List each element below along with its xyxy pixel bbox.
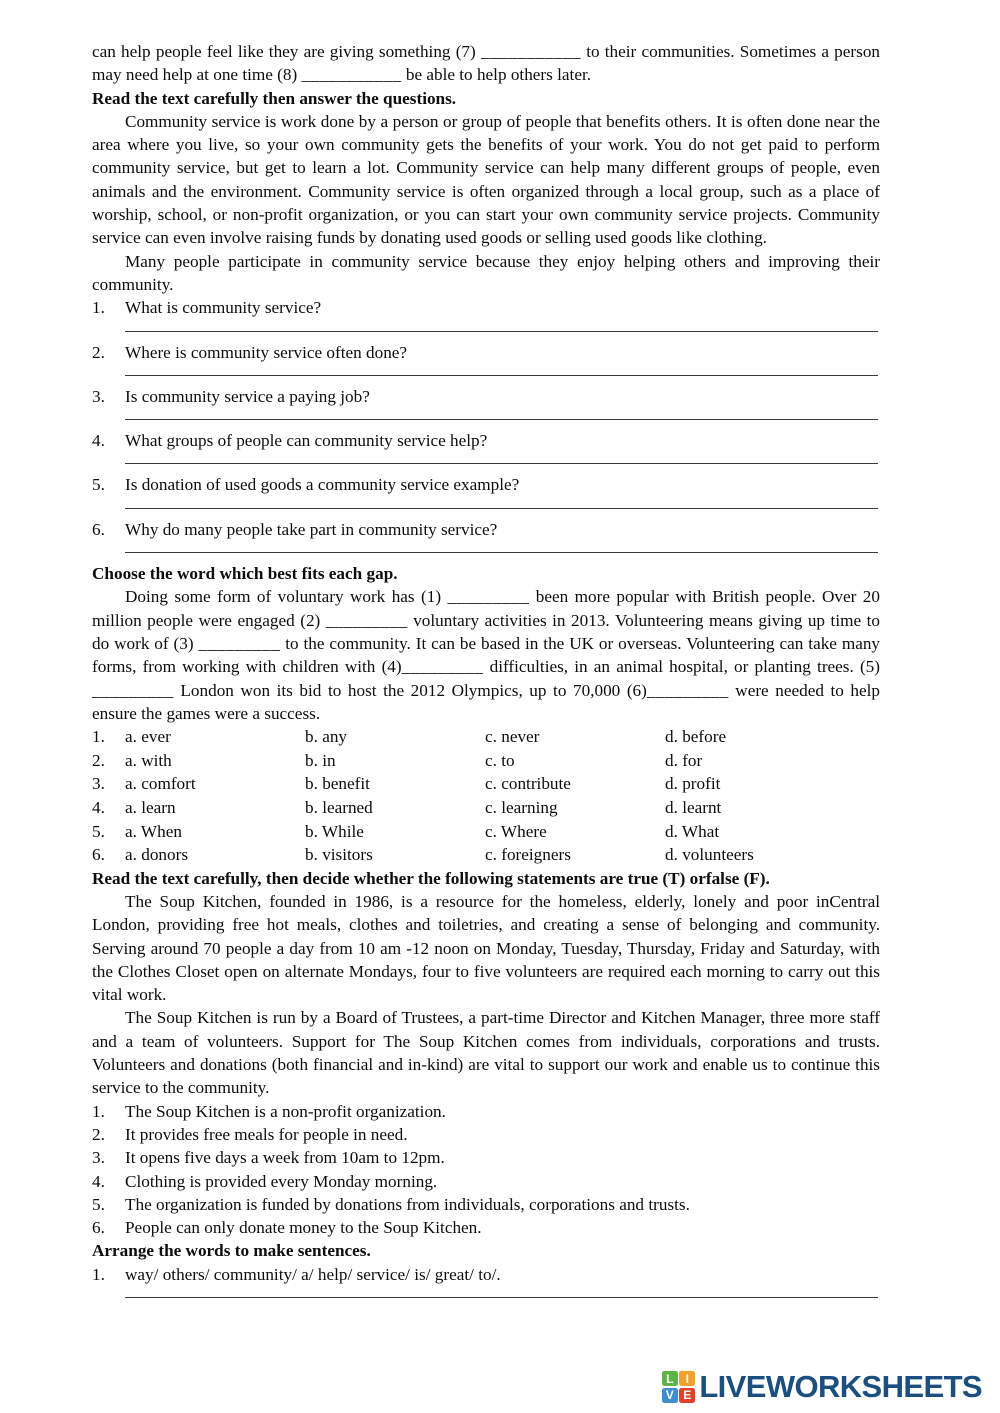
statement-number: 3. [92, 1148, 105, 1168]
section2-heading: Choose the word which best fits each gap. [92, 564, 398, 584]
table-row [92, 820, 880, 844]
question-item [92, 518, 880, 553]
question-text: What groups of people can community service help? [125, 431, 488, 451]
true-false-statement-list [92, 1100, 880, 1240]
live-tiles-icon [662, 1371, 696, 1403]
question-number: 5. [92, 475, 105, 495]
option-d[interactable]: d. What [665, 821, 720, 841]
list-item[interactable] [92, 1216, 880, 1239]
statement-number: 2. [92, 1124, 105, 1144]
statement-text: It provides free meals for people in need. [125, 1124, 408, 1144]
tile-i: I [679, 1371, 695, 1386]
section3-paragraph-2: The Soup Kitchen is run by a Board of Trustees, a part-time Director and Kitchen Manager, three more staff and a team of volunteers. Support for The Soup Kitchen comes from individuals, corporations and trusts. Volunteers and donations (both financial and in-kind) are vital to support our work and enable us to continue this service to the community. [92, 1008, 880, 1098]
option-row-number: 2. [92, 750, 105, 770]
statement-number: 5. [92, 1194, 105, 1214]
section3-paragraph-1: The Soup Kitchen, founded in 1986, is a resource for the homeless, elderly, lonely and poor inCentral London, providing free hot meals, clothes and toiletries, and creating a sense of belonging and community. Serving around 70 people a day from 10 am -12 noon on Monday, Tuesday, Thursday, Friday and Saturday, with the Clothes Closet open on alternate Mondays, four to five volunteers are required each morning to carry out this vital work. [92, 891, 880, 1005]
tile-e: E [679, 1388, 695, 1403]
cloze-blank-6[interactable]: _________ [646, 680, 729, 700]
table-row [92, 796, 880, 820]
table-row [92, 843, 880, 867]
continued-cloze-text [92, 40, 880, 87]
option-d[interactable]: d. volunteers [665, 845, 754, 865]
cloze-text-5: London won its bid to host the 2012 Olympics, up to 70,000 (6) [180, 680, 647, 700]
option-b[interactable]: b. learned [305, 797, 373, 817]
option-c[interactable]: c. contribute [485, 774, 571, 794]
statement-text: Clothing is provided every Monday morning. [125, 1171, 438, 1191]
option-row-number: 6. [92, 845, 105, 865]
list-item[interactable] [92, 1146, 880, 1169]
cloze-text-1: been more popular with British people. Over 20 million people were engaged (2) [92, 587, 880, 630]
tile-v: V [662, 1388, 678, 1403]
option-a[interactable]: a. with [125, 750, 172, 770]
option-a[interactable]: a. comfort [125, 774, 196, 794]
statement-text: The Soup Kitchen is a non-profit organization. [125, 1101, 446, 1121]
option-row-number: 4. [92, 797, 105, 817]
continued-text-end: be able to help others later. [405, 65, 592, 85]
cloze-blank-4[interactable]: _________ [401, 657, 484, 677]
section4-heading: Arrange the words to make sentences. [92, 1241, 371, 1261]
option-b[interactable]: b. While [305, 821, 364, 841]
answer-line[interactable] [125, 508, 878, 509]
question-item [92, 429, 880, 464]
option-c[interactable]: c. foreigners [485, 845, 571, 865]
table-row [92, 725, 880, 749]
section2-cloze-paragraph [92, 585, 880, 725]
section3-heading: Read the text carefully, then decide whether the following statements are true (T) orfalse (F). [92, 868, 770, 888]
question-number: 4. [92, 431, 105, 451]
statement-text: It opens five days a week from 10am to 12pm. [125, 1148, 445, 1168]
question-text: Where is community service often done? [125, 342, 408, 362]
arrange-item [92, 1263, 880, 1298]
cloze-blank-5[interactable]: _________ [92, 680, 174, 700]
option-d[interactable]: d. profit [665, 774, 721, 794]
blank-7[interactable]: ___________ [480, 42, 581, 61]
statement-number: 4. [92, 1171, 105, 1191]
answer-line[interactable] [125, 419, 878, 420]
list-item[interactable] [92, 1170, 880, 1193]
option-c[interactable]: c. to [485, 750, 515, 770]
option-c[interactable]: c. never [485, 727, 540, 747]
cloze-blank-1[interactable]: _________ [447, 587, 530, 607]
option-b[interactable]: b. in [305, 750, 336, 770]
option-b[interactable]: b. visitors [305, 845, 373, 865]
question-text: Why do many people take part in community service? [125, 519, 498, 539]
question-item [92, 385, 880, 420]
worksheet-page [92, 40, 880, 1307]
option-row-number: 5. [92, 821, 105, 841]
option-a[interactable]: a. donors [125, 845, 189, 865]
multiple-choice-options-table [92, 725, 880, 867]
question-item [92, 473, 880, 508]
question-number: 3. [92, 386, 105, 406]
table-row [92, 749, 880, 773]
arrange-item-text: way/ others/ community/ a/ help/ service/ is/ great/ to/. [125, 1264, 501, 1284]
question-item [92, 341, 880, 376]
statement-text: The organization is funded by donations from individuals, corporations and trusts. [125, 1194, 690, 1214]
answer-line[interactable] [125, 375, 878, 376]
cloze-text-3: to the community. It can be based in the UK or overseas. Volunteering can take many forms, from working with children with (4) [92, 633, 881, 677]
section1-heading: Read the text carefully then answer the questions. [92, 88, 457, 108]
statement-number: 6. [92, 1218, 105, 1238]
option-b[interactable]: b. benefit [305, 774, 370, 794]
blank-8[interactable]: ___________ [301, 65, 402, 85]
answer-line[interactable] [125, 552, 878, 553]
continued-text-mid: to their communities. Sometimes a person may need help at one time (8) [92, 42, 881, 85]
option-c[interactable]: c. Where [485, 821, 547, 841]
option-d[interactable]: d. learnt [665, 797, 722, 817]
statement-number: 1. [92, 1101, 105, 1121]
answer-line[interactable] [125, 1297, 878, 1298]
cloze-text-2: voluntary activities in 2013. Volunteering means giving up time to do work of (3) [92, 610, 880, 653]
option-a[interactable]: a. When [125, 821, 182, 841]
brand-wordmark: LIVEWORKSHEETS [699, 1369, 982, 1404]
question-number: 1. [92, 298, 105, 318]
cloze-text-0: Doing some form of voluntary work has (1) [125, 587, 442, 607]
question-text: Is community service a paying job? [125, 386, 370, 406]
question-text: Is donation of used goods a community service example? [125, 475, 520, 495]
comprehension-question-list [92, 296, 880, 553]
option-row-number: 3. [92, 774, 105, 794]
arrange-item-number: 1. [92, 1264, 105, 1284]
section1-paragraph-1: Community service is work done by a person or group of people that benefits others. It is often done near the area where you live, so your own community gets the benefits of your work. You do not get paid to perform community service, but get to learn a lot. Community service can help many different groups of people, even animals and the environment. Community service is often organized through a local group, such as a place of worship, school, or non-profit organization, or you can start your own community service projects. Community service can even involve raising funds by donating used goods or selling used goods like clothing. [92, 111, 880, 248]
cloze-blank-3[interactable]: _________ [198, 633, 281, 653]
cloze-text-4: difficulties, in an animal hospital, or planting trees. (5) [489, 657, 880, 677]
option-d[interactable]: d. for [665, 750, 703, 770]
table-row [92, 772, 880, 796]
question-number: 6. [92, 519, 105, 539]
answer-line[interactable] [125, 463, 878, 464]
question-number: 2. [92, 342, 105, 362]
list-item[interactable] [92, 1123, 880, 1146]
option-c[interactable]: c. learning [485, 797, 558, 817]
arrange-words-list [92, 1263, 880, 1298]
continued-text-start: can help people feel like they are giving something (7) [92, 42, 476, 61]
list-item[interactable] [92, 1100, 880, 1123]
liveworksheets-logo [662, 1369, 982, 1405]
statement-text: People can only donate money to the Soup Kitchen. [125, 1218, 482, 1238]
option-a[interactable]: a. ever [125, 727, 171, 747]
section1-paragraph-2: Many people participate in community service because they enjoy helping others and improving their community. [92, 251, 880, 294]
list-item[interactable] [92, 1193, 880, 1216]
question-text: What is community service? [125, 298, 322, 318]
tile-l: L [662, 1371, 678, 1386]
question-item [92, 296, 880, 331]
option-b[interactable]: b. any [305, 727, 348, 747]
option-d[interactable]: d. before [665, 727, 727, 747]
cloze-text-6: were needed to help ensure the games were a success. [92, 680, 881, 723]
option-row-number: 1. [92, 727, 105, 747]
option-a[interactable]: a. learn [125, 797, 176, 817]
cloze-blank-2[interactable]: _________ [325, 610, 408, 630]
answer-line[interactable] [125, 331, 878, 332]
